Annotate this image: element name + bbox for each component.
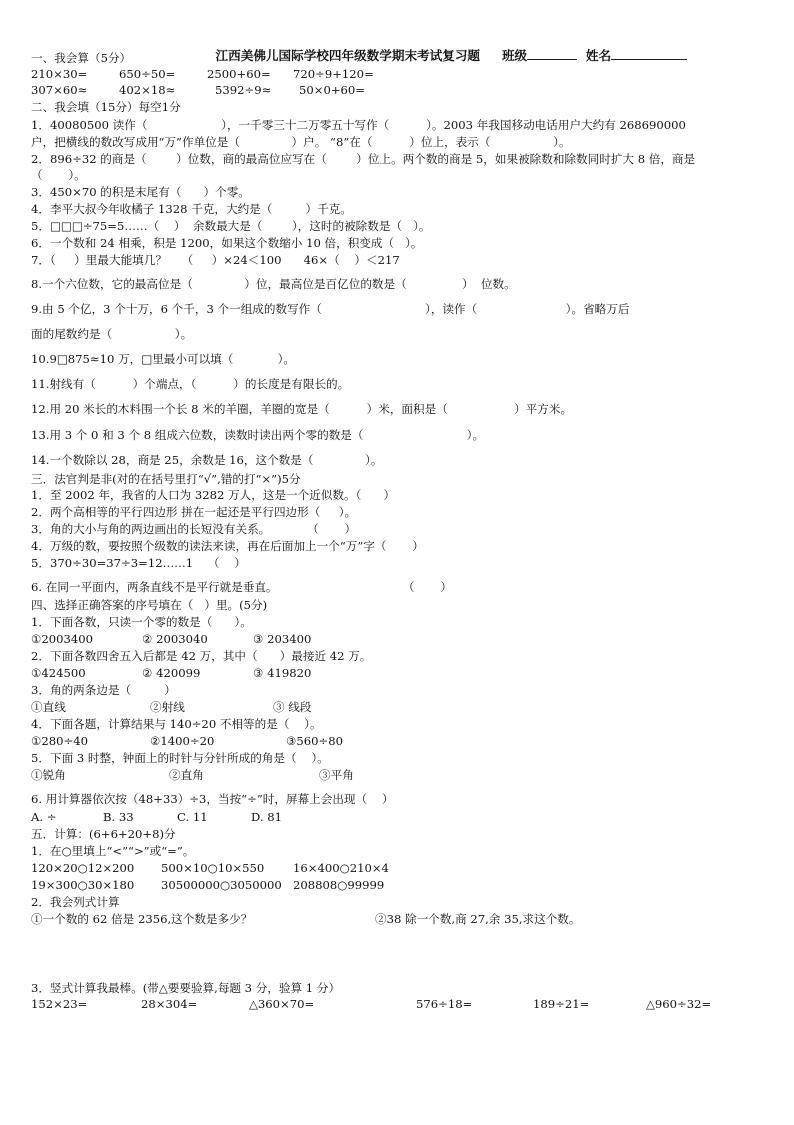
compare-item: 500×10○10×550 xyxy=(161,861,265,875)
calc-item: △360×70= xyxy=(249,997,315,1011)
calc-item: △960÷32= xyxy=(646,997,712,1011)
section-1-heading: 一、我会算（5分） xyxy=(31,51,132,65)
judge-q5: 5．370÷30=37÷3=12……1 （ ） xyxy=(31,556,246,570)
calc-item: 576÷18= xyxy=(416,997,473,1011)
choice-q6: 6. 用计算器依次按（48+33）÷3，当按“÷”时，屏幕上会出现（ ） xyxy=(31,792,394,806)
word-problems-heading: 2．我会列式计算 xyxy=(31,895,120,909)
option: D. 81 xyxy=(251,810,283,824)
option: ②1400÷20 xyxy=(150,734,215,748)
option: ①280÷40 xyxy=(31,734,88,748)
fill-q9-line2: 面的尾数约是（ ）。 xyxy=(31,327,193,341)
page-title: 江西美佛儿国际学校四年级数学期末考试复习题 xyxy=(215,48,481,63)
option: ①424500 xyxy=(31,666,86,680)
compare-item: 16×400○210×4 xyxy=(293,861,389,875)
calc-item: 720÷9+120= xyxy=(293,67,374,81)
option: ③ 203400 xyxy=(253,632,312,646)
fill-q1-line1: 1．40080500 读作（ ），一千零三十二万零五十写作（ ）。2003 年我国移动电话用户大约有 268690000 xyxy=(31,118,686,132)
option: ③ 线段 xyxy=(273,700,312,714)
compare-instruction: 1．在○里填上“<”“>”或“=”。 xyxy=(31,844,195,858)
option: ①2003400 xyxy=(31,632,94,646)
choice-q5: 5．下面 3 时整，钟面上的时针与分针所成的角是（ ）。 xyxy=(31,751,329,765)
fill-q8: 8.一个六位数，它的最高位是（ ）位，最高位是百亿位的数是（ ） 位数。 xyxy=(31,277,516,291)
compare-item: 208808○99999 xyxy=(293,878,385,892)
judge-q3: 3．角的大小与角的两边画出的长短没有关系。 （ ） xyxy=(31,522,357,536)
choice-q4: 4．下面各题，计算结果与 140÷20 不相等的是（ ）。 xyxy=(31,717,322,731)
option: ②直角 xyxy=(169,768,204,782)
judge-q4: 4．万级的数，要按照个级数的读法来读，再在后面加上一个“万”字（ ） xyxy=(31,539,424,553)
class-label: 班级 xyxy=(501,48,528,63)
option: ② 2003040 xyxy=(142,632,208,646)
fill-q13: 13.用 3 个 0 和 3 个 8 组成六位数，读数时读出两个零的数是（ ）。 xyxy=(31,428,485,442)
option: ②射线 xyxy=(150,700,185,714)
option: A. ÷ xyxy=(31,810,57,824)
calc-item: 28×304= xyxy=(141,997,198,1011)
fill-q11: 11.射线有（ ）个端点，（ ）的长度是有限长的。 xyxy=(31,377,350,391)
fill-q9-line1: 9.由 5 个亿，3 个十万，6 个千，3 个一组成的数写作（ ），读作（ ）。省略万后 xyxy=(31,302,630,316)
fill-q1-line2: 户，把横线的数改写成用“万”作单位是（ ）户。 “8”在（ ）位上，表示（ ）。 xyxy=(31,135,571,149)
name-label: 姓名 xyxy=(585,48,612,63)
compare-item: 19×300○30×180 xyxy=(31,878,135,892)
section-5-heading: 五．计算：(6+6+20+8)分 xyxy=(31,827,176,841)
compare-item: 120×20○12×200 xyxy=(31,861,135,875)
option: ③平角 xyxy=(319,768,354,782)
calc-item: 210×30= xyxy=(31,67,88,81)
calc-item: 50×0+60= xyxy=(299,83,366,97)
option: C. 11 xyxy=(177,810,208,824)
word-problems-row xyxy=(31,912,771,968)
fill-q14: 14.一个数除以 28，商是 25，余数是 16，这个数是（ ）。 xyxy=(31,453,383,467)
judge-q1: 1．至 2002 年，我省的人口为 3282 万人，这是一个近似数。（ ） xyxy=(31,488,396,502)
option: ③ 419820 xyxy=(253,666,312,680)
calc-item: 2500+60= xyxy=(207,67,271,81)
word-problem: ①一个数的 62 倍是 2356,这个数是多少？ xyxy=(31,912,253,926)
choice-q2: 2．下面各数四舍五入后都是 42 万，其中（ ）最接近 42 万。 xyxy=(31,649,372,663)
choice-q3: 3．角的两条边是（ ） xyxy=(31,683,176,697)
calc-item: 189÷21= xyxy=(533,997,590,1011)
option: ③560÷80 xyxy=(286,734,343,748)
vertical-calc-heading: 3．竖式计算我最棒。(带△要要验算,每题 3 分，验算 1 分） xyxy=(31,981,341,995)
option: B. 33 xyxy=(103,810,134,824)
fill-q7: 7．（ ）里最大能填几？ （ ）×24＜100 46×（ ）＜217 xyxy=(31,253,400,267)
vertical-calc-row xyxy=(31,997,771,1109)
fill-q10: 10.9□875≈10 万，□里最小可以填（ ）。 xyxy=(31,352,295,366)
option: ①锐角 xyxy=(31,768,66,782)
option: ①直线 xyxy=(31,700,66,714)
section-2-heading: 二、我会填（15分）每空1分 xyxy=(31,100,181,114)
word-problem: ②38 除一个数,商 27,余 35,求这个数。 xyxy=(375,912,581,926)
fill-q2-line2: （ ）。 xyxy=(31,168,86,182)
calc-item: 152×23= xyxy=(31,997,88,1011)
calc-item: 402×18≈ xyxy=(119,83,176,97)
calc-item: 5392÷9≈ xyxy=(215,83,272,97)
fill-q12: 12.用 20 米长的木料围一个长 8 米的羊圈，羊圈的宽是（ ）米，面积是（ ）平方米。 xyxy=(31,402,573,416)
name-blank[interactable] xyxy=(611,48,687,60)
compare-item: 30500000○3050000 xyxy=(161,878,282,892)
fill-q3: 3．450×70 的积是末尾有（ ）个零。 xyxy=(31,185,250,199)
fill-q5: 5．□□□÷75=5……（ ） 余数最大是（ ），这时的被除数是（ ）。 xyxy=(31,219,431,233)
calc-item: 650÷50= xyxy=(119,67,176,81)
fill-q4: 4．李平大叔今年收橘子 1328 千克，大约是（ ）千克。 xyxy=(31,202,352,216)
judge-q2: 2．两个高相等的平行四边形 拼在一起还是平行四边形（ ）。 xyxy=(31,505,357,519)
fill-q6: 6．一个数和 24 相乘，积是 1200，如果这个数缩小 10 倍，积变成（ ）。 xyxy=(31,236,423,250)
section-4-heading: 四、选择正确答案的序号填在（ ）里。(5分) xyxy=(31,598,268,612)
class-blank[interactable] xyxy=(527,48,577,60)
choice-q1: 1．下面各数，只读一个零的数是（ ）。 xyxy=(31,615,252,629)
section-3-heading: 三．法官判是非(对的在括号里打“√”,错的打“×”)5分 xyxy=(31,472,301,486)
judge-q6: 6. 在同一平面内，两条直线不是平行就是垂直。 （ ） xyxy=(31,580,452,594)
option: ② 420099 xyxy=(142,666,201,680)
calc-item: 307×60≈ xyxy=(31,83,88,97)
fill-q2-line1: 2．896÷32 的商是（ ）位数，商的最高位应写在（ ）位上。两个数的商是 5，如果被除数和除数同时扩大 8 倍，商是 xyxy=(31,152,696,166)
